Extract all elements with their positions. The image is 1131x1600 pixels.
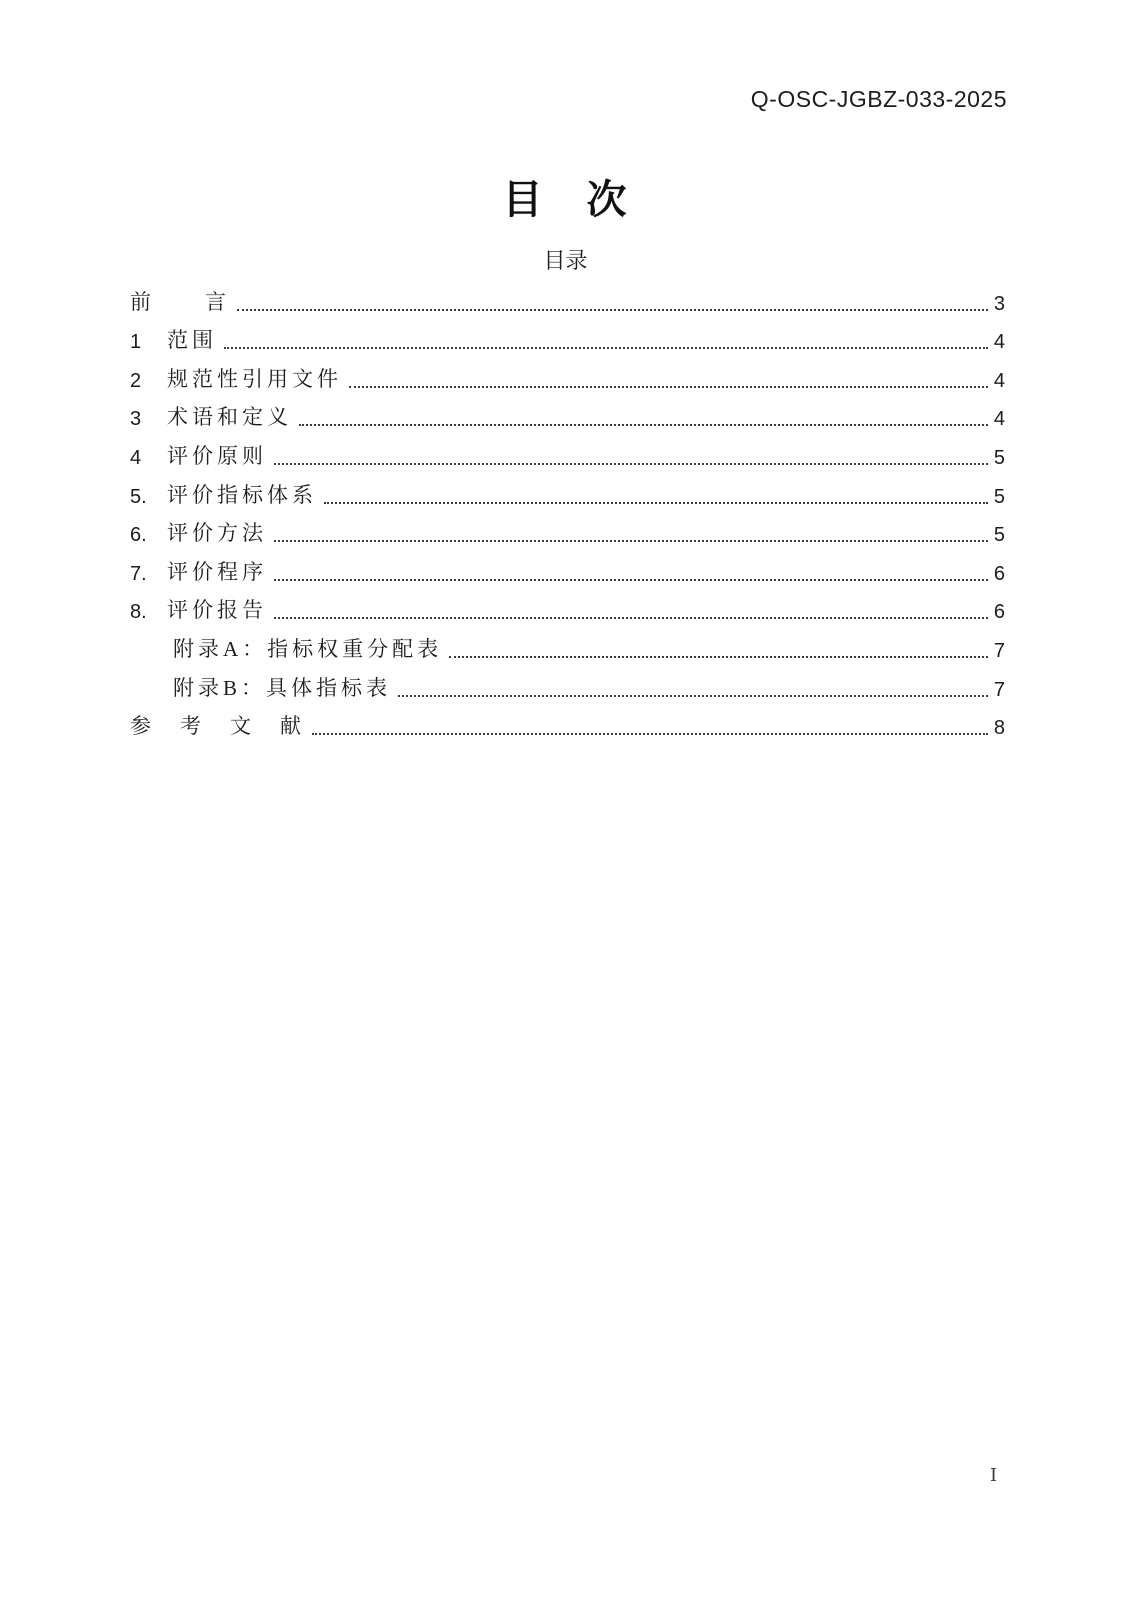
toc-entry-number: 7. — [130, 562, 147, 585]
toc-entry-number: 3 — [130, 408, 142, 431]
dot-leader — [398, 695, 988, 697]
toc-entry-label: 前 言 — [130, 289, 230, 314]
dot-leader — [274, 579, 988, 581]
toc-entry-page: 4 — [993, 408, 1005, 431]
toc-entry-page: 7 — [993, 639, 1005, 662]
toc-entry — [130, 586, 1005, 625]
dot-leader — [224, 347, 988, 349]
toc-entry-number: 4 — [130, 446, 142, 469]
toc-list — [130, 277, 1005, 740]
dot-leader — [299, 424, 988, 426]
toc-entry — [130, 316, 1005, 355]
dot-leader — [274, 540, 988, 542]
toc-entry-page: 5 — [993, 485, 1005, 508]
toc-entry-page: 7 — [993, 678, 1005, 701]
toc-entry — [130, 277, 1005, 316]
toc-entry-label: 评价报告 — [167, 598, 267, 623]
toc-entry — [130, 624, 1005, 663]
toc-entry-label: 术语和定义 — [167, 405, 292, 430]
toc-entry-page: 8 — [993, 717, 1005, 740]
dot-leader — [312, 733, 988, 735]
toc-entry — [130, 431, 1005, 470]
toc-entry-label: 附录A：指标权重分配表 — [173, 636, 443, 661]
dot-leader — [237, 309, 988, 311]
toc-entry — [130, 470, 1005, 509]
toc-entry-page: 6 — [993, 562, 1005, 585]
toc-entry-label: 范围 — [167, 328, 217, 353]
toc-entry — [130, 547, 1005, 586]
dot-leader — [274, 617, 988, 619]
toc-entry-number: 6. — [130, 524, 147, 547]
dot-leader — [449, 656, 988, 658]
toc-entry-page: 4 — [993, 331, 1005, 354]
document-code: Q-OSC-JGBZ-033-2025 — [750, 86, 1007, 112]
page-number: I — [990, 1465, 998, 1486]
toc-entry — [130, 354, 1005, 393]
toc-entry-label: 规范性引用文件 — [167, 366, 342, 391]
toc-heading: 目录 — [543, 248, 588, 273]
page-title: 目 次 — [502, 177, 629, 222]
toc-entry-number: 5. — [130, 485, 147, 508]
dot-leader — [324, 502, 988, 504]
toc-entry-label: 评价指标体系 — [167, 482, 317, 507]
toc-entry-label: 评价原则 — [167, 443, 267, 468]
toc-entry-number: 8. — [130, 601, 147, 624]
toc-entry-page: 5 — [993, 446, 1005, 469]
toc-entry-number: 2 — [130, 369, 142, 392]
toc-entry-label: 评价方法 — [167, 521, 267, 546]
toc-entry-page: 5 — [993, 524, 1005, 547]
toc-entry — [130, 393, 1005, 432]
toc-entry-page: 6 — [993, 601, 1005, 624]
toc-entry-number: 1 — [130, 331, 142, 354]
toc-entry-label: 评价程序 — [167, 559, 267, 584]
toc-entry-label: 参 考 文 献 — [130, 714, 305, 739]
dot-leader — [349, 386, 988, 388]
dot-leader — [274, 463, 988, 465]
toc-entry — [130, 702, 1005, 741]
toc-entry-page: 4 — [993, 369, 1005, 392]
toc-entry — [130, 663, 1005, 702]
toc-entry-label: 附录B：具体指标表 — [173, 675, 392, 700]
toc-entry-page: 3 — [993, 292, 1005, 315]
toc-entry — [130, 509, 1005, 548]
